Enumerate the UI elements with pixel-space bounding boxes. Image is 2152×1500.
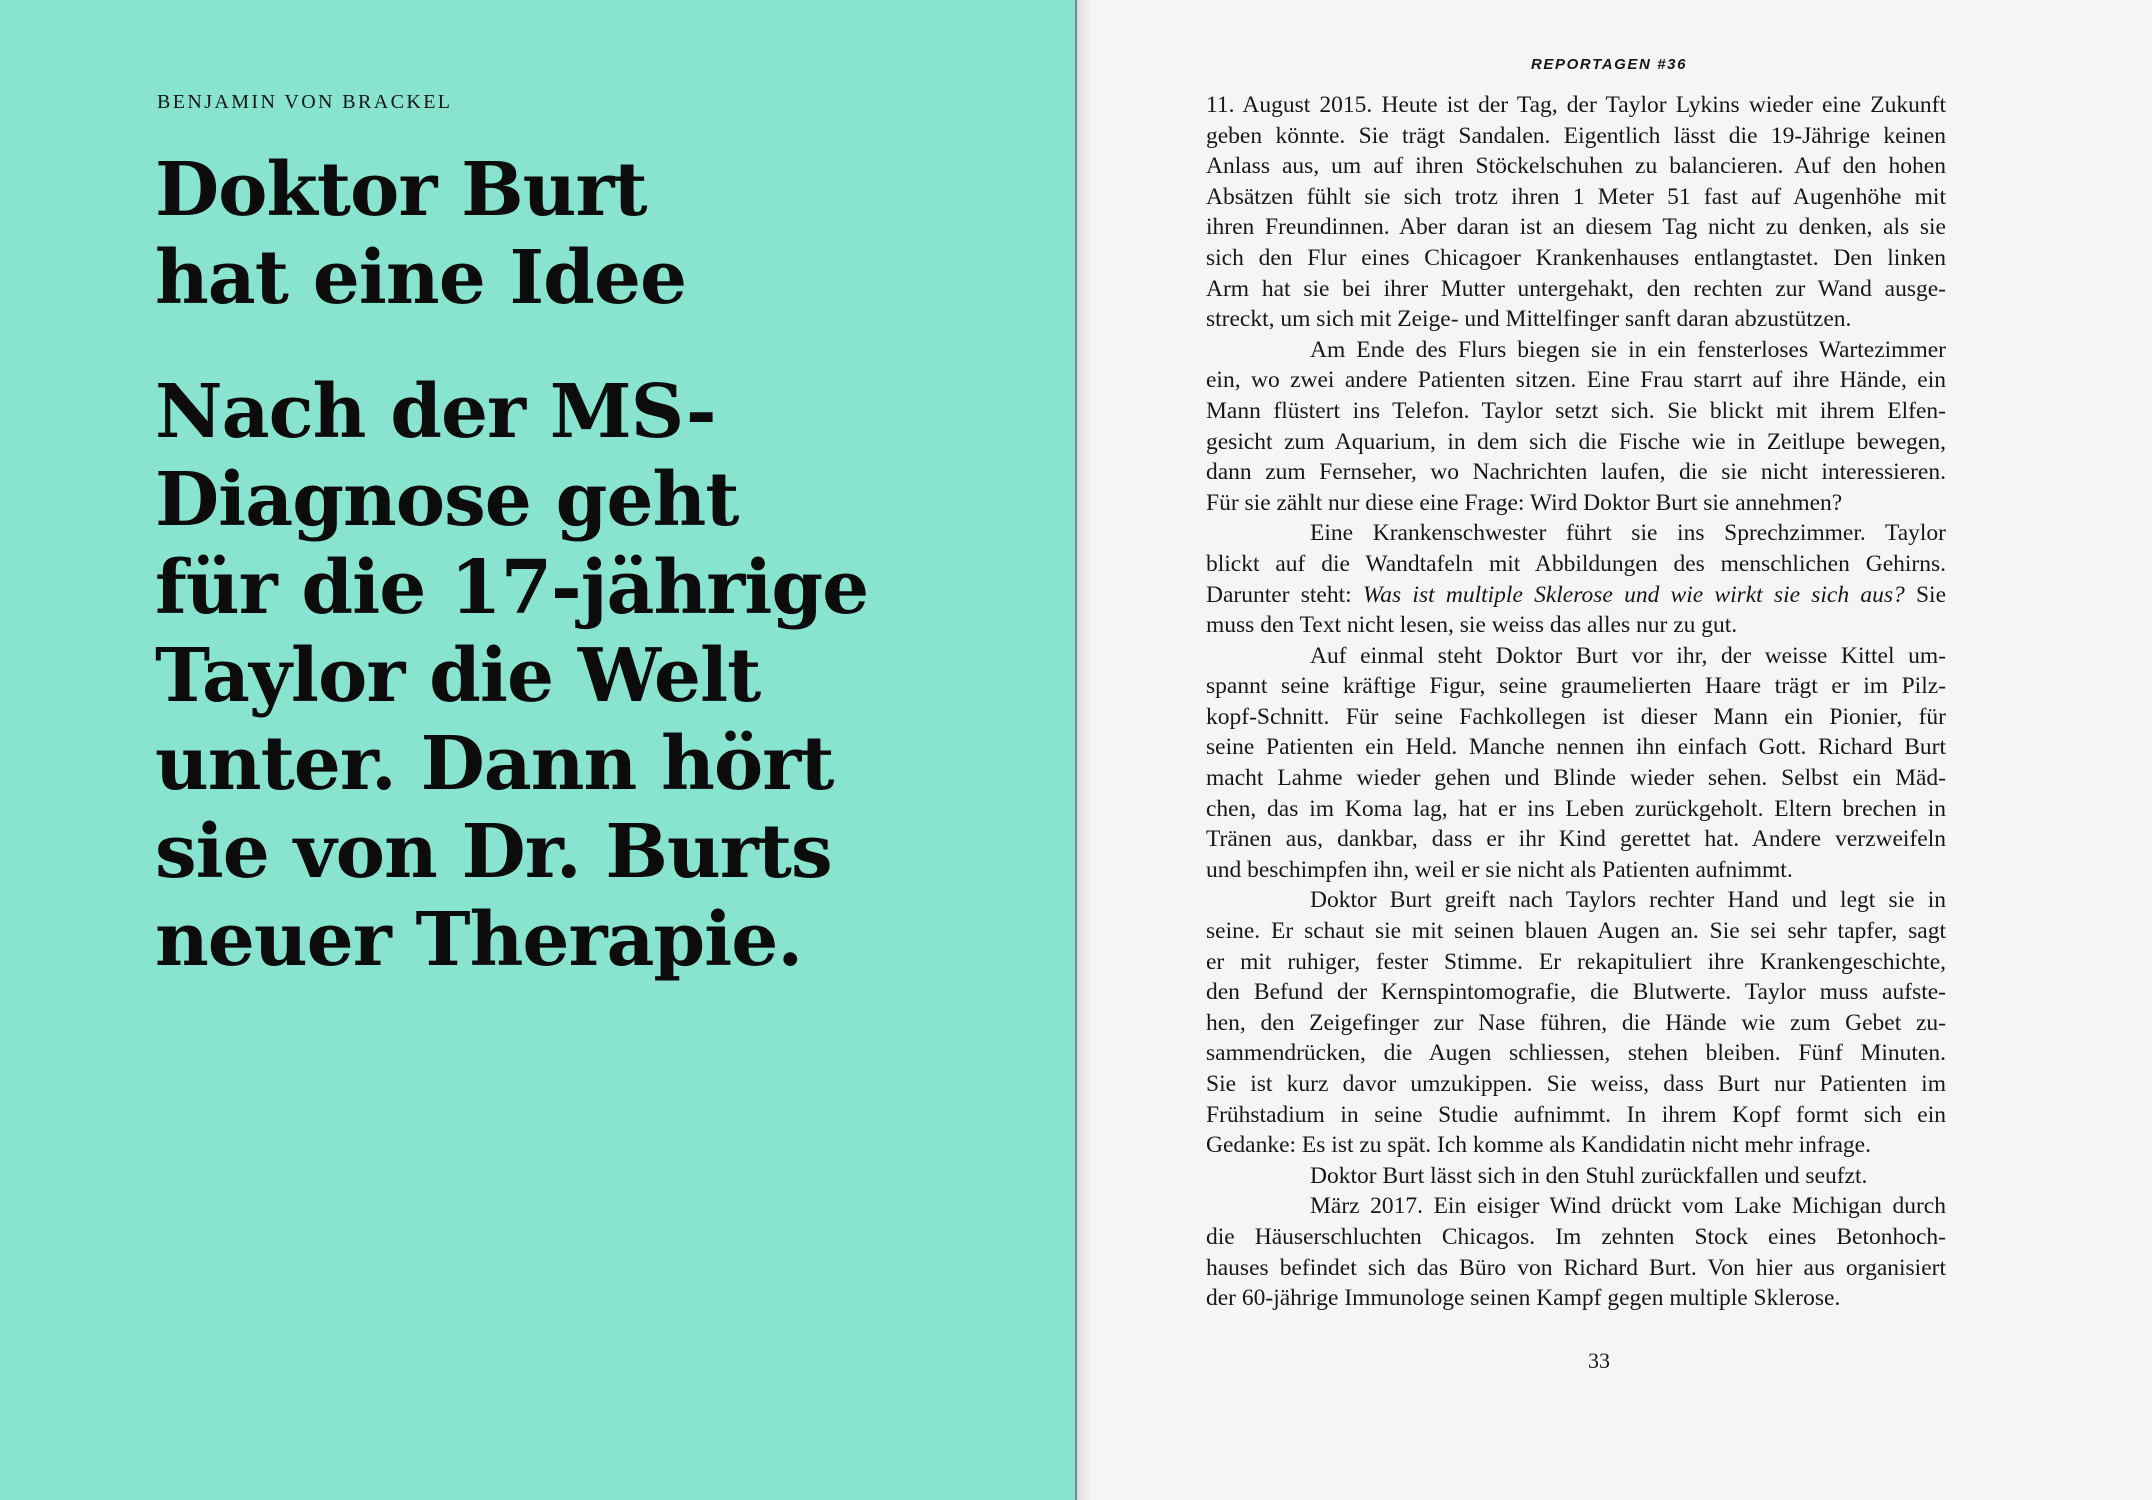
- body-line: Anlass aus, um auf ihren Stöckelschuhen zu balancieren. Auf den hohen: [1206, 153, 1946, 180]
- author-byline: BENJAMIN VON BRACKEL: [157, 91, 453, 113]
- body-line: Tränen aus, dankbar, dass er ihr Kind gerettet hat. Andere verzweifeln: [1206, 826, 1946, 853]
- article-subtitle: [155, 368, 1055, 984]
- body-line: ihren Freundinnen. Aber daran ist an diesem Tag nicht zu denken, als sie: [1206, 214, 1946, 241]
- body-line: März 2017. Ein eisiger Wind drückt vom Lake Michigan durch: [1310, 1193, 1946, 1220]
- body-line: Auf einmal steht Doktor Burt vor ihr, der weisse Kittel um-: [1310, 642, 1946, 669]
- body-line: er mit ruhiger, fester Stimme. Er rekapituliert ihre Krankengeschichte,: [1206, 948, 1946, 975]
- body-line: kopf-Schnitt. Für seine Fachkollegen ist dieser Mann ein Pionier, für: [1206, 703, 1946, 730]
- body-line: Doktor Burt lässt sich in den Stuhl zurückfallen und seufzt.: [1310, 1162, 1868, 1189]
- subtitle-line: neuer Therapie.: [155, 897, 803, 983]
- article-body: [1206, 90, 1946, 1314]
- body-line: macht Lahme wieder gehen und Blinde wieder sehen. Selbst ein Mäd-: [1206, 765, 1946, 792]
- body-line: Mann flüstert ins Telefon. Taylor setzt sich. Sie blickt mit ihrem Elfen-: [1206, 397, 1946, 424]
- body-line: hen, den Zeigefinger zur Nase führen, die Hände wie zum Gebet zu-: [1206, 1009, 1946, 1036]
- body-line: sammendrücken, die Augen schliessen, stehen bleiben. Fünf Minuten.: [1206, 1040, 1946, 1067]
- body-line: ein, wo zwei andere Patienten sitzen. Eine Frau starrt auf ihre Hände, ein: [1206, 367, 1946, 394]
- body-line: Für sie zählt nur diese eine Frage: Wird Doktor Burt sie annehmen?: [1206, 489, 1843, 516]
- article-title: [155, 146, 1055, 322]
- body-line: 11. August 2015. Heute ist der Tag, der Taylor Lykins wieder eine Zukunft: [1206, 92, 1946, 118]
- body-line: sich den Flur eines Chicagoer Krankenhauses entlangtastet. Den linken: [1206, 244, 1946, 271]
- body-line: gesicht zum Aquarium, in dem sich die Fische wie in Zeitlupe bewegen,: [1206, 428, 1946, 455]
- subtitle-line: Taylor die Welt: [155, 633, 761, 719]
- body-line: chen, das im Koma lag, hat er ins Leben zurückgeholt. Eltern brechen in: [1206, 795, 1946, 822]
- body-line: Eine Krankenschwester führt sie ins Sprechzimmer. Taylor: [1310, 520, 1946, 547]
- body-line: den Befund der Kernspintomografie, die Blutwerte. Taylor muss aufste-: [1206, 979, 1946, 1006]
- body-line: muss den Text nicht lesen, sie weiss das alles nur zu gut.: [1206, 612, 1738, 639]
- body-line: Am Ende des Flurs biegen sie in ein fensterloses Wartezimmer: [1310, 336, 1946, 363]
- running-head: REPORTAGEN #36: [1531, 56, 1688, 73]
- subtitle-line: Nach der MS-: [155, 369, 716, 455]
- italic-quote: Was ist multiple Sklerose und wie wirkt sie sich aus?: [1362, 581, 1905, 608]
- body-line: Arm hat sie bei ihrer Mutter untergehakt, den rechten zur Wand ausge-: [1206, 275, 1946, 302]
- body-text-run: Sie: [1915, 581, 1947, 608]
- body-line: dann zum Fernseher, wo Nachrichten laufen, die sie nicht interessieren.: [1206, 459, 1946, 486]
- body-line: blickt auf die Wandtafeln mit Abbildungen des menschlichen Gehirns.: [1206, 550, 1946, 577]
- body-line: die Häuserschluchten Chicagos. Im zehnten Stock eines Betonhoch-: [1206, 1223, 1946, 1250]
- left-page: [0, 0, 1075, 1500]
- subtitle-line: für die 17-jährige: [155, 545, 869, 631]
- title-line: Doktor Burt: [155, 147, 647, 233]
- subtitle-line: unter. Dann hört: [155, 721, 834, 807]
- body-line: hauses befindet sich das Büro von Richard Burt. Von hier aus organisiert: [1206, 1254, 1946, 1281]
- body-line: streckt, um sich mit Zeige- und Mittelfinger sanft daran abzustützen.: [1206, 306, 1852, 333]
- page-number: 33: [1588, 1348, 1610, 1373]
- body-line: Gedanke: Es ist zu spät. Ich komme als Kandidatin nicht mehr infrage.: [1206, 1132, 1871, 1159]
- body-line: [1206, 580, 1946, 611]
- body-line: spannt seine kräftige Figur, seine graumelierten Haare trägt er im Pilz-: [1206, 673, 1946, 700]
- body-line: Absätzen fühlt sie sich trotz ihren 1 Meter 51 fast auf Augenhöhe mit: [1206, 183, 1946, 210]
- body-line: geben könnte. Sie trägt Sandalen. Eigentlich lässt die 19-Jährige keinen: [1206, 122, 1946, 149]
- subtitle-line: Diagnose geht: [155, 457, 739, 543]
- subtitle-line: sie von Dr. Burts: [155, 809, 832, 895]
- gutter-shadow: [1077, 0, 1091, 1500]
- body-line: seine Patienten ein Held. Manche nennen ihn einfach Gott. Richard Burt: [1206, 734, 1946, 761]
- body-line: Sie ist kurz davor umzukippen. Sie weiss, dass Burt nur Patienten im: [1206, 1071, 1946, 1097]
- body-line: und beschimpfen ihn, weil er sie nicht als Patienten aufnimmt.: [1206, 856, 1793, 883]
- body-line: Doktor Burt greift nach Taylors rechter Hand und legt sie in: [1310, 887, 1946, 914]
- body-line: seine. Er schaut sie mit seinen blauen Augen an. Sie sei sehr tapfer, sagt: [1206, 918, 1946, 945]
- title-line: hat eine Idee: [155, 235, 687, 321]
- body-line: der 60-jährige Immunologe seinen Kampf gegen multiple Sklerose.: [1206, 1285, 1841, 1312]
- body-line: Frühstadium in seine Studie aufnimmt. In ihrem Kopf formt sich ein: [1206, 1101, 1946, 1128]
- body-text-run: Darunter steht:: [1206, 581, 1352, 608]
